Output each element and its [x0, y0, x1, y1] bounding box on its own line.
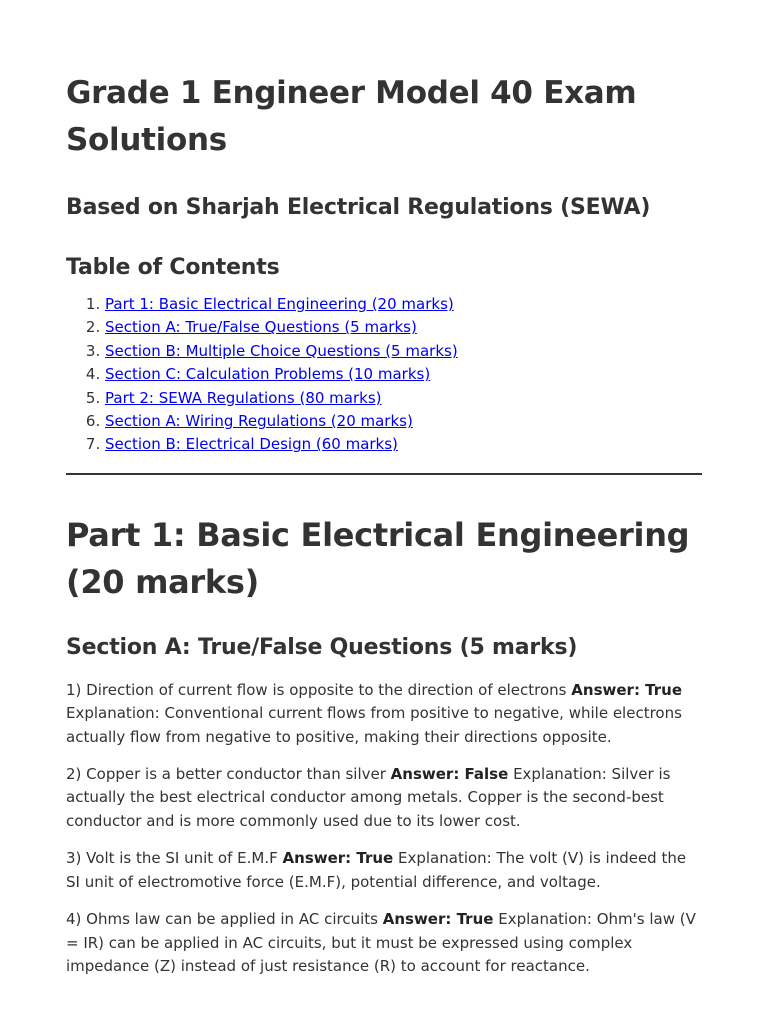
- answer-text: Answer: True: [382, 910, 494, 929]
- toc-item: [105, 340, 702, 363]
- answer-text: Answer: True: [282, 849, 394, 868]
- question-text: 1) Direction of current flow is opposite to the direction of electrons: [66, 680, 567, 699]
- page-title: Grade 1 Engineer Model 40 Exam Solutions: [66, 75, 637, 158]
- toc-item: [105, 363, 702, 386]
- question-text: 2) Copper is a better conductor than silver: [66, 765, 386, 784]
- toc-link-part1[interactable]: Part 1: Basic Electrical Engineering (20 marks): [105, 295, 454, 313]
- question-text: 3) Volt is the SI unit of E.M.F: [66, 849, 278, 868]
- explanation-text: Explanation: Ohm's law (V = IR) can be applied in AC circuits, but it must be expressed using complex impedance (Z) instead of just resistance (R) to account for reactance.: [66, 910, 696, 975]
- toc-item: [105, 433, 702, 456]
- toc-link-part2-section-b[interactable]: Section B: Electrical Design (60 marks): [105, 435, 398, 454]
- question-item: [66, 763, 702, 833]
- question-item: [66, 679, 702, 749]
- page-subtitle: Based on Sharjah Electrical Regulations (SEWA): [66, 195, 651, 220]
- section-divider: [66, 473, 702, 475]
- toc-item: [105, 316, 702, 339]
- toc-link-part1-section-b[interactable]: Section B: Multiple Choice Questions (5 marks): [105, 341, 458, 360]
- toc-list: [66, 293, 702, 457]
- explanation-text: Explanation: The volt (V) is indeed the SI unit of electromotive force (E.M.F), potential difference, and voltage.: [66, 849, 687, 891]
- toc-item: [105, 387, 702, 410]
- explanation-text: Explanation: Conventional current flows from positive to negative, while electrons actually flow from negative to positive, making their directions opposite.: [66, 704, 682, 746]
- toc-heading: Table of Contents: [66, 255, 280, 280]
- explanation-text: Explanation: Silver is actually the best electrical conductor among metals. Copper is the second-best conductor and is more commonly used due to its lower cost.: [66, 765, 671, 830]
- toc-item: [105, 410, 702, 433]
- toc-link-part2[interactable]: Part 2: SEWA Regulations (80 marks): [105, 388, 382, 407]
- toc-link-part2-section-a[interactable]: Section A: Wiring Regulations (20 marks): [105, 412, 413, 431]
- part1-title: Part 1: Basic Electrical Engineering (20 marks): [66, 515, 690, 601]
- answer-text: Answer: False: [390, 765, 509, 784]
- question-item: [66, 847, 702, 894]
- question-text: 4) Ohms law can be applied in AC circuits: [66, 910, 378, 929]
- toc-item: [105, 293, 702, 316]
- question-item: [66, 908, 702, 978]
- answer-text: Answer: True: [571, 680, 682, 699]
- toc-link-part1-section-c[interactable]: Section C: Calculation Problems (10 marks): [105, 365, 431, 384]
- part1-section-a-title: Section A: True/False Questions (5 marks): [66, 634, 578, 660]
- toc-link-part1-section-a[interactable]: Section A: True/False Questions (5 marks): [105, 318, 417, 337]
